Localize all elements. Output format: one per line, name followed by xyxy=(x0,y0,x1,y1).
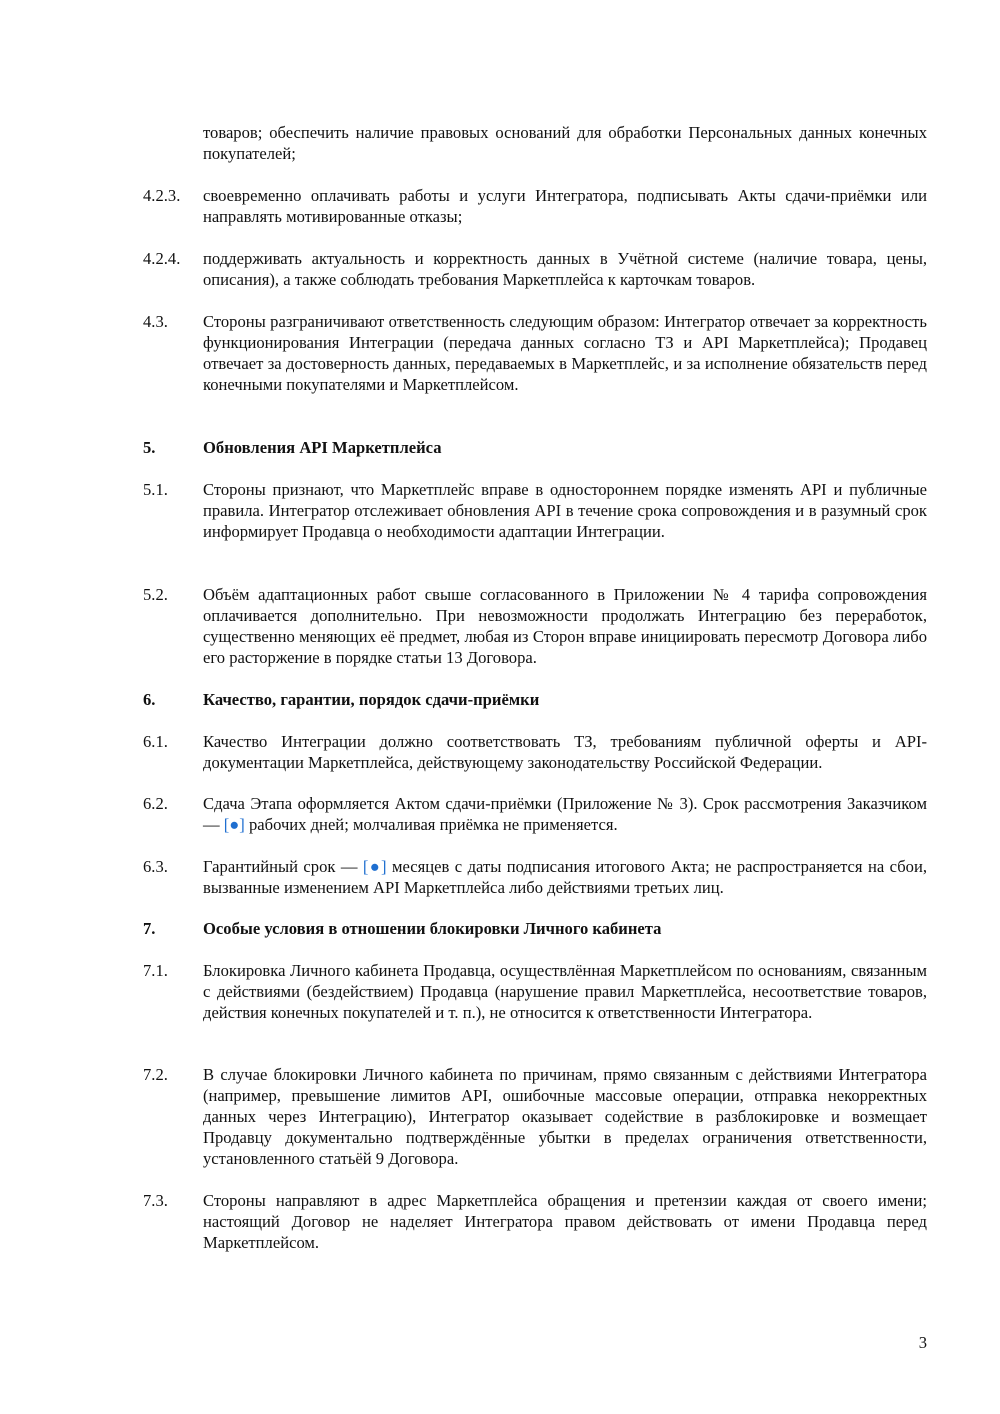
paragraph-number: 4.3. xyxy=(143,312,168,331)
text-segment: рабочих дней; молчаливая приёмка не применяется. xyxy=(244,815,618,834)
paragraph-text: своевременно оплачивать работы и услуги Интегратора, подписывать Акты сдачи-приёмки или направлять мотивированные отказы; xyxy=(203,186,927,226)
paragraph-5-1 xyxy=(143,479,927,542)
section-number: 6. xyxy=(143,690,156,709)
paragraph-7-2 xyxy=(143,1064,927,1169)
paragraph-4-2-4 xyxy=(143,248,927,290)
page-number: 3 xyxy=(918,1333,927,1352)
section-heading-6 xyxy=(143,689,927,710)
paragraph-text: товаров; обеспечить наличие правовых оснований для обработки Персональных данных конечных покупателей; xyxy=(203,123,927,163)
section-heading-5 xyxy=(143,437,927,458)
paragraph-4-2-3 xyxy=(143,185,927,227)
section-title: Особые условия в отношении блокировки Личного кабинета xyxy=(203,919,662,938)
paragraph-4-2-2-continued xyxy=(143,122,927,164)
section-number: 5. xyxy=(143,438,156,457)
paragraph-6-1 xyxy=(143,731,927,773)
section-heading-7 xyxy=(143,918,927,939)
text-segment: месяцев с даты подписания итогового Акта; не распространяется на сбои, вызванные изменением API Маркетплейса либо действиями третьих лиц. xyxy=(203,857,927,897)
paragraph-number: 6.3. xyxy=(143,857,168,876)
section-title: Обновления API Маркетплейса xyxy=(203,438,442,457)
paragraph-4-3 xyxy=(143,311,927,395)
section-title: Качество, гарантии, порядок сдачи-приёмки xyxy=(203,690,540,709)
paragraph-text: Стороны направляют в адрес Маркетплейса обращения и претензии каждая от своего имени; настоящий Договор не наделяет Интегратора правом действовать от имени Продавца перед Маркетплейсом. xyxy=(203,1191,927,1252)
paragraph-number: 4.2.3. xyxy=(143,186,181,205)
paragraph-5-2 xyxy=(143,584,927,668)
paragraph-text: Стороны разграничивают ответственность следующим образом: Интегратор отвечает за корректность функционирования Интеграции (передача данных согласно ТЗ и API Маркетплейса); Продавец отвечает за достоверность данных, передаваемых в Маркетплейс, и за исполнение обязательств перед конечными покупателями и Маркетплейсом. xyxy=(203,312,927,394)
text-segment: Гарантийный срок — xyxy=(203,857,363,876)
paragraph-text: Качество Интеграции должно соответствовать ТЗ, требованиям публичной оферты и API-документации Маркетплейса, действующему законодательству Российской Федерации. xyxy=(203,732,927,772)
paragraph-6-2 xyxy=(143,793,927,835)
paragraph-text xyxy=(203,856,927,898)
placeholder-field: [●] xyxy=(223,815,245,834)
paragraph-text: Стороны признают, что Маркетплейс вправе в одностороннем порядке изменять API и публичные правила. Интегратор отслеживает обновления API в течение срока сопровождения и в разумный срок информирует Продавца о необходимости адаптации Интеграции. xyxy=(203,480,927,541)
paragraph-number: 7.1. xyxy=(143,961,168,980)
placeholder-field: [●] xyxy=(362,857,387,876)
paragraph-number: 4.2.4. xyxy=(143,249,181,268)
paragraph-text: В случае блокировки Личного кабинета по причинам, прямо связанным с действиями Интегратора (например, превышение лимитов API, ошибочные массовые операции, отправка некорректных данных через Интеграцию), Интегратор оказывает содействие в разблокировке и возмещает Продавцу документально подтверждённые убытки в пределах ограничения ответственности, установленного статьёй 9 Договора. xyxy=(203,1065,927,1168)
paragraph-number: 6.1. xyxy=(143,732,168,751)
text-segment: Сдача Этапа оформляется Актом сдачи-приёмки (Приложение № 3). Срок рассмотрения Заказчиком — xyxy=(203,794,927,834)
paragraph-number: 6.2. xyxy=(143,794,168,813)
paragraph-7-3 xyxy=(143,1190,927,1253)
paragraph-number: 7.2. xyxy=(143,1065,168,1084)
paragraph-text: поддерживать актуальность и корректность данных в Учётной системе (наличие товара, цены, описания), а также соблюдать требования Маркетплейса к карточкам товаров. xyxy=(203,249,927,289)
paragraph-6-3 xyxy=(143,856,927,898)
paragraph-number: 5.1. xyxy=(143,480,168,499)
paragraph-text xyxy=(203,793,927,835)
paragraph-7-1 xyxy=(143,960,927,1023)
paragraph-text: Объём адаптационных работ свыше согласованного в Приложении № 4 тарифа сопровождения оплачивается дополнительно. При невозможности продолжать Интеграцию без переработок, существенно меняющих её предмет, любая из Сторон вправе инициировать пересмотр Договора либо его расторжение в порядке статьи 13 Договора. xyxy=(203,585,927,667)
paragraph-number: 7.3. xyxy=(143,1191,168,1210)
paragraph-number: 5.2. xyxy=(143,585,168,604)
paragraph-text: Блокировка Личного кабинета Продавца, осуществлённая Маркетплейсом по основаниям, связанным с действиями (бездействием) Продавца (нарушение правил Маркетплейса, несоответствие товаров, действия конечных покупателей и т. п.), не относится к ответственности Интегратора. xyxy=(203,961,927,1022)
section-number: 7. xyxy=(143,919,156,938)
